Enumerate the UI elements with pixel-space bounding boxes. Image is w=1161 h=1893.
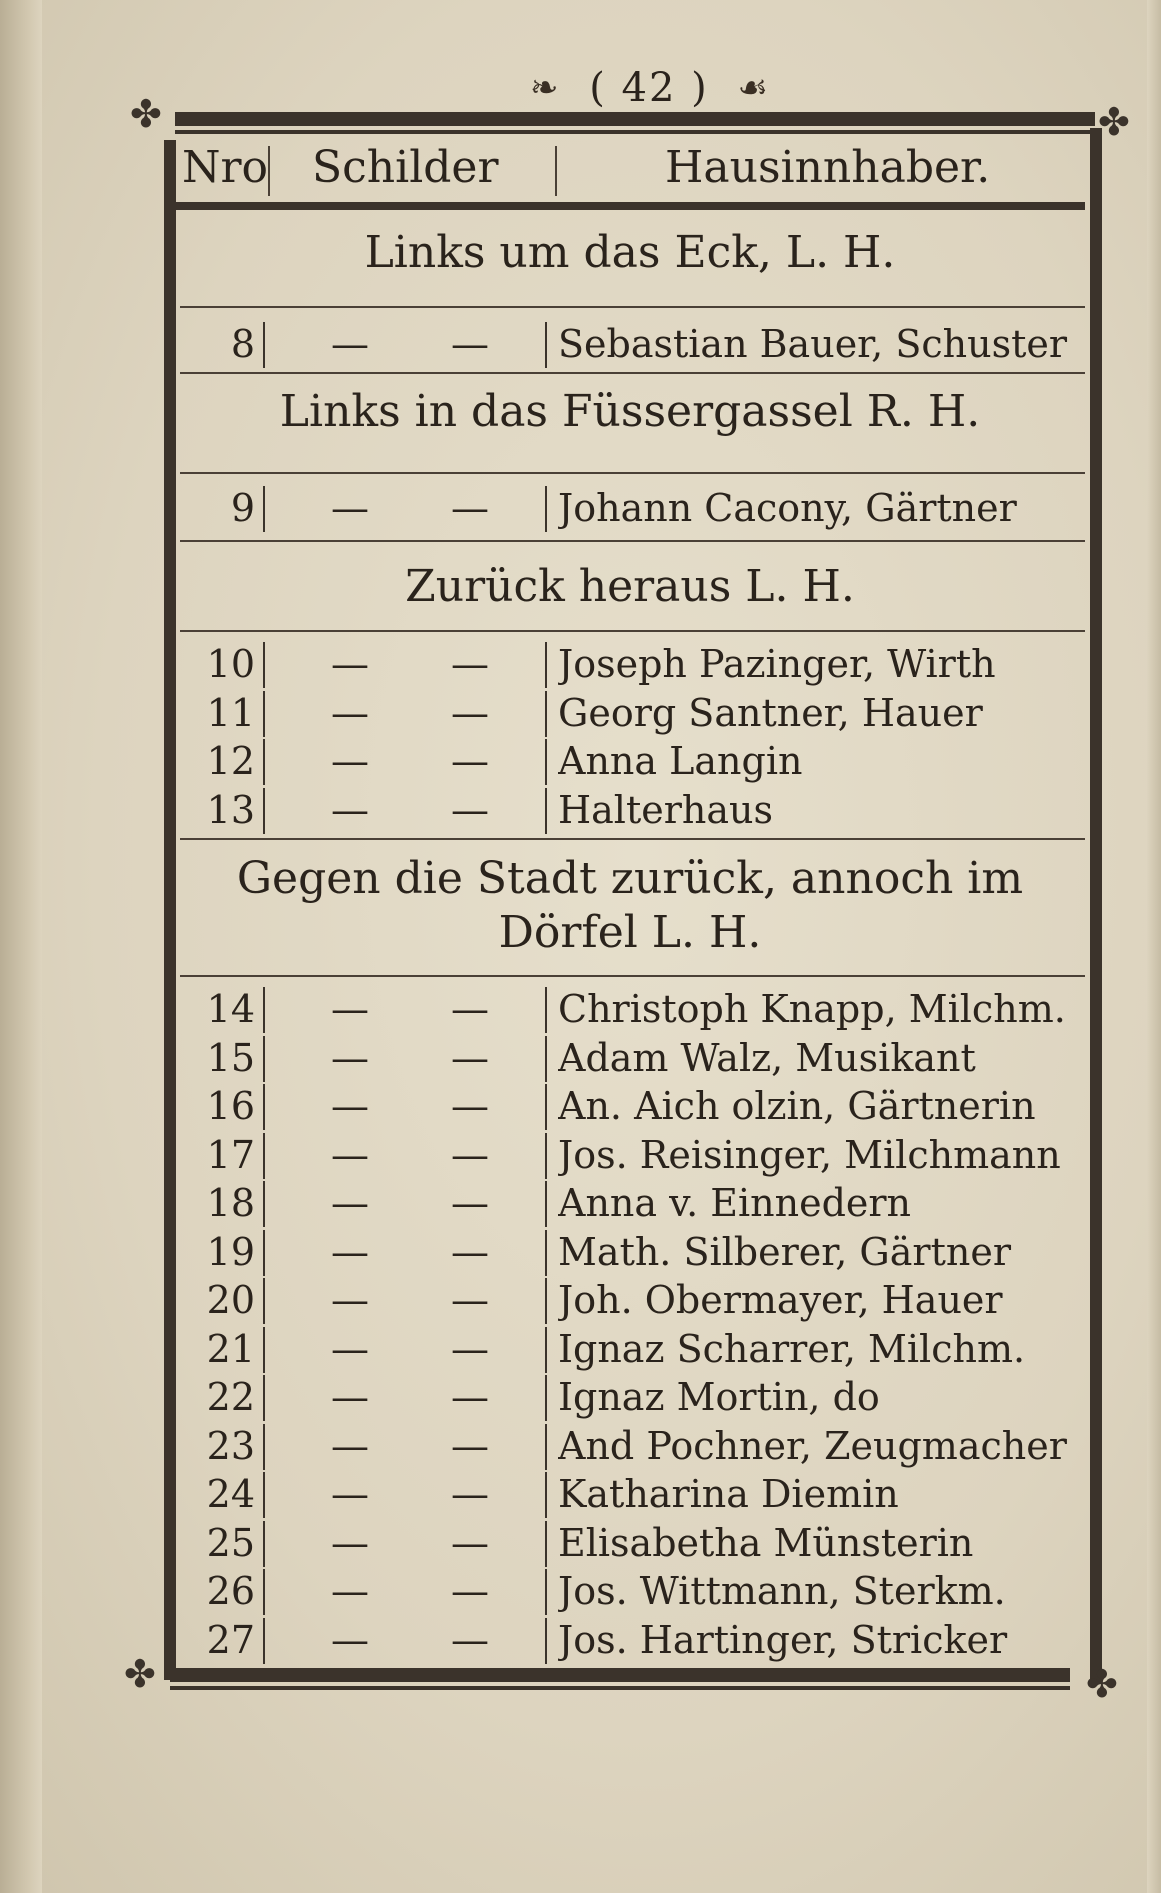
- column-divider: [545, 1181, 547, 1227]
- schilder-dash: —: [331, 1181, 369, 1225]
- column-divider: [263, 322, 265, 368]
- house-number: 22: [206, 1375, 255, 1419]
- house-number: 10: [206, 642, 255, 686]
- column-divider: [545, 1036, 547, 1082]
- column-divider: [545, 1327, 547, 1373]
- house-owner-name: Georg Santner, Hauer: [558, 690, 983, 735]
- corner-ornament-icon: ✤: [1086, 1662, 1118, 1706]
- section-rule: [180, 630, 1085, 632]
- house-number: 17: [206, 1132, 255, 1177]
- house-owner-name: Jos. Hartinger, Stricker: [558, 1617, 1008, 1662]
- house-number: 14: [206, 987, 255, 1031]
- schilder-dash: —: [331, 787, 369, 832]
- column-divider: [545, 691, 547, 737]
- table-row: [180, 1567, 1090, 1615]
- table-row: [180, 1179, 1090, 1227]
- house-number: 9: [230, 486, 255, 530]
- table-row: [180, 484, 1090, 532]
- column-divider: [263, 1327, 265, 1373]
- schilder-dash: —: [451, 1617, 489, 1662]
- frame-top-rule-thin: [175, 130, 1095, 134]
- schilder-dash: —: [451, 1423, 489, 1468]
- section-heading: Zurück heraus L. H.: [405, 561, 855, 612]
- section-rule: [180, 372, 1085, 374]
- column-divider: [545, 1084, 547, 1130]
- column-divider: [545, 1230, 547, 1276]
- column-divider: [545, 1569, 547, 1615]
- house-number: 15: [206, 1035, 255, 1080]
- column-divider: [263, 1036, 265, 1082]
- column-divider: [263, 1181, 265, 1227]
- column-divider: [263, 1133, 265, 1179]
- house-owner-name: Anna Langin: [558, 739, 803, 783]
- schilder-dash: —: [451, 1375, 489, 1419]
- schilder-dash: —: [451, 690, 489, 735]
- page-edge: [1147, 0, 1161, 1893]
- column-divider: [263, 1278, 265, 1324]
- table-row: [180, 1034, 1090, 1082]
- corner-ornament-icon: ✤: [124, 1652, 156, 1696]
- table-row: [180, 320, 1090, 368]
- table-row: [180, 689, 1090, 737]
- section-rule: [180, 472, 1085, 474]
- schilder-dash: —: [331, 1423, 369, 1468]
- section-heading: Gegen die Stadt zurück, annoch im Dörfel L. H.: [236, 853, 1024, 958]
- schilder-dash: —: [451, 1278, 489, 1322]
- column-divider: [545, 1375, 547, 1421]
- schilder-dash: —: [451, 1229, 489, 1274]
- column-divider: [545, 1424, 547, 1470]
- column-divider: [545, 1618, 547, 1664]
- house-number: 19: [206, 1229, 255, 1274]
- schilder-dash: —: [451, 1472, 489, 1516]
- table-row: [180, 737, 1090, 785]
- frame-bottom-rule: [170, 1668, 1070, 1682]
- section-heading: Links um das Eck, L. H.: [364, 227, 896, 278]
- house-owner-name: Ignaz Scharrer, Milchm.: [558, 1326, 1026, 1371]
- schilder-dash: —: [451, 1569, 489, 1613]
- column-divider: [263, 1569, 265, 1615]
- column-divider: [545, 1278, 547, 1324]
- schilder-dash: —: [451, 486, 489, 530]
- schilder-dash: —: [451, 1132, 489, 1177]
- house-owner-name: Katharina Diemin: [558, 1472, 899, 1516]
- column-divider: [263, 1618, 265, 1664]
- house-owner-name: And Pochner, Zeugmacher: [558, 1423, 1067, 1468]
- house-owner-name: Halterhaus: [558, 787, 773, 832]
- frame-right-rule: [1090, 128, 1102, 1683]
- house-number: 11: [206, 690, 255, 735]
- house-owner-name: Math. Silberer, Gärtner: [558, 1229, 1011, 1274]
- column-header-nro: Nro: [182, 142, 269, 193]
- frame-bottom-rule-thin: [170, 1686, 1070, 1690]
- column-divider: [545, 1521, 547, 1567]
- column-divider: [545, 642, 547, 688]
- column-header-divider: [268, 146, 270, 196]
- house-number: 16: [206, 1084, 255, 1128]
- schilder-dash: —: [451, 1520, 489, 1565]
- column-divider: [263, 1472, 265, 1518]
- column-divider: [545, 486, 547, 532]
- schilder-dash: —: [331, 1084, 369, 1128]
- house-number: 18: [206, 1181, 255, 1225]
- table-row: [180, 1616, 1090, 1664]
- house-owner-name: Elisabetha Münsterin: [558, 1520, 974, 1565]
- section-rule: [180, 838, 1085, 840]
- schilder-dash: —: [451, 987, 489, 1031]
- table-row: [180, 985, 1090, 1033]
- schilder-dash: —: [331, 1375, 369, 1419]
- house-owner-name: Ignaz Mortin, do: [558, 1375, 880, 1419]
- house-number: 25: [206, 1520, 255, 1565]
- schilder-dash: —: [451, 739, 489, 783]
- ornament-right-icon: ☙: [737, 68, 770, 108]
- column-divider: [263, 1424, 265, 1470]
- house-number: 13: [206, 787, 255, 832]
- schilder-dash: —: [331, 642, 369, 686]
- schilder-dash: —: [331, 1278, 369, 1322]
- table-row: [180, 1276, 1090, 1324]
- house-number: 21: [206, 1326, 255, 1371]
- table-row: [180, 640, 1090, 688]
- section-rule: [180, 540, 1085, 542]
- book-spine: [0, 0, 42, 1893]
- column-divider: [545, 788, 547, 834]
- schilder-dash: —: [331, 1569, 369, 1613]
- house-owner-name: Anna v. Einnedern: [558, 1181, 912, 1225]
- house-owner-name: Christoph Knapp, Milchm.: [558, 987, 1066, 1031]
- house-owner-name: Jos. Reisinger, Milchmann: [558, 1132, 1061, 1177]
- table-row: [180, 1325, 1090, 1373]
- schilder-dash: —: [451, 1084, 489, 1128]
- header-rule: [170, 202, 1085, 210]
- schilder-dash: —: [451, 1181, 489, 1225]
- schilder-dash: —: [451, 642, 489, 686]
- section-heading: Links in das Füssergassel R. H.: [279, 386, 981, 437]
- column-divider: [263, 987, 265, 1033]
- house-number: 20: [206, 1278, 255, 1322]
- schilder-dash: —: [331, 486, 369, 530]
- schilder-dash: —: [331, 1617, 369, 1662]
- column-divider: [545, 1472, 547, 1518]
- frame-top-rule: [175, 112, 1095, 126]
- table-row: [180, 1228, 1090, 1276]
- column-divider: [263, 1521, 265, 1567]
- schilder-dash: —: [451, 1326, 489, 1371]
- corner-ornament-icon: ✤: [1098, 100, 1130, 144]
- column-header-hausinnhaber: Hausinnhaber.: [665, 142, 991, 193]
- house-number: 8: [230, 322, 255, 366]
- schilder-dash: —: [331, 1035, 369, 1080]
- schilder-dash: —: [331, 690, 369, 735]
- house-owner-name: Sebastian Bauer, Schuster: [558, 322, 1068, 366]
- table-row: [180, 1373, 1090, 1421]
- section-rule: [180, 306, 1085, 308]
- house-number: 24: [206, 1472, 255, 1516]
- schilder-dash: —: [331, 1520, 369, 1565]
- house-owner-name: Joh. Obermayer, Hauer: [558, 1278, 1003, 1322]
- house-number: 27: [206, 1617, 255, 1662]
- schilder-dash: —: [451, 322, 489, 366]
- section-rule: [180, 975, 1085, 977]
- column-divider: [263, 691, 265, 737]
- house-owner-name: Joseph Pazinger, Wirth: [558, 642, 996, 686]
- column-divider: [263, 1084, 265, 1130]
- schilder-dash: —: [331, 1472, 369, 1516]
- column-divider: [545, 322, 547, 368]
- schilder-dash: —: [331, 739, 369, 783]
- column-divider: [263, 642, 265, 688]
- house-owner-name: Johann Cacony, Gärtner: [558, 486, 1017, 530]
- schilder-dash: —: [331, 1229, 369, 1274]
- schilder-dash: —: [331, 1326, 369, 1371]
- column-divider: [263, 1230, 265, 1276]
- column-divider: [545, 1133, 547, 1179]
- ornament-left-icon: ❧: [530, 68, 561, 108]
- table-row: [180, 1470, 1090, 1518]
- table-row: [180, 1082, 1090, 1130]
- house-number: 26: [206, 1569, 255, 1613]
- column-header-divider: [555, 146, 557, 196]
- column-divider: [263, 788, 265, 834]
- schilder-dash: —: [451, 1035, 489, 1080]
- corner-ornament-icon: ✤: [130, 92, 162, 136]
- table-row: [180, 1422, 1090, 1470]
- column-divider: [263, 1375, 265, 1421]
- page-number: ( 42 ): [589, 65, 709, 111]
- house-number: 12: [206, 739, 255, 783]
- schilder-dash: —: [331, 987, 369, 1031]
- column-divider: [263, 486, 265, 532]
- frame-left-rule: [164, 140, 176, 1680]
- house-number: 23: [206, 1423, 255, 1468]
- schilder-dash: —: [331, 322, 369, 366]
- house-owner-name: Adam Walz, Musikant: [558, 1035, 976, 1080]
- schilder-dash: —: [451, 787, 489, 832]
- table-row: [180, 1131, 1090, 1179]
- schilder-dash: —: [331, 1132, 369, 1177]
- house-owner-name: An. Aich olzin, Gärtnerin: [558, 1084, 1036, 1128]
- house-owner-name: Jos. Wittmann, Sterkm.: [558, 1569, 1006, 1613]
- column-divider: [545, 987, 547, 1033]
- column-divider: [263, 739, 265, 785]
- table-row: [180, 786, 1090, 834]
- column-header-schilder: Schilder: [312, 142, 499, 193]
- table-row: [180, 1519, 1090, 1567]
- column-divider: [545, 739, 547, 785]
